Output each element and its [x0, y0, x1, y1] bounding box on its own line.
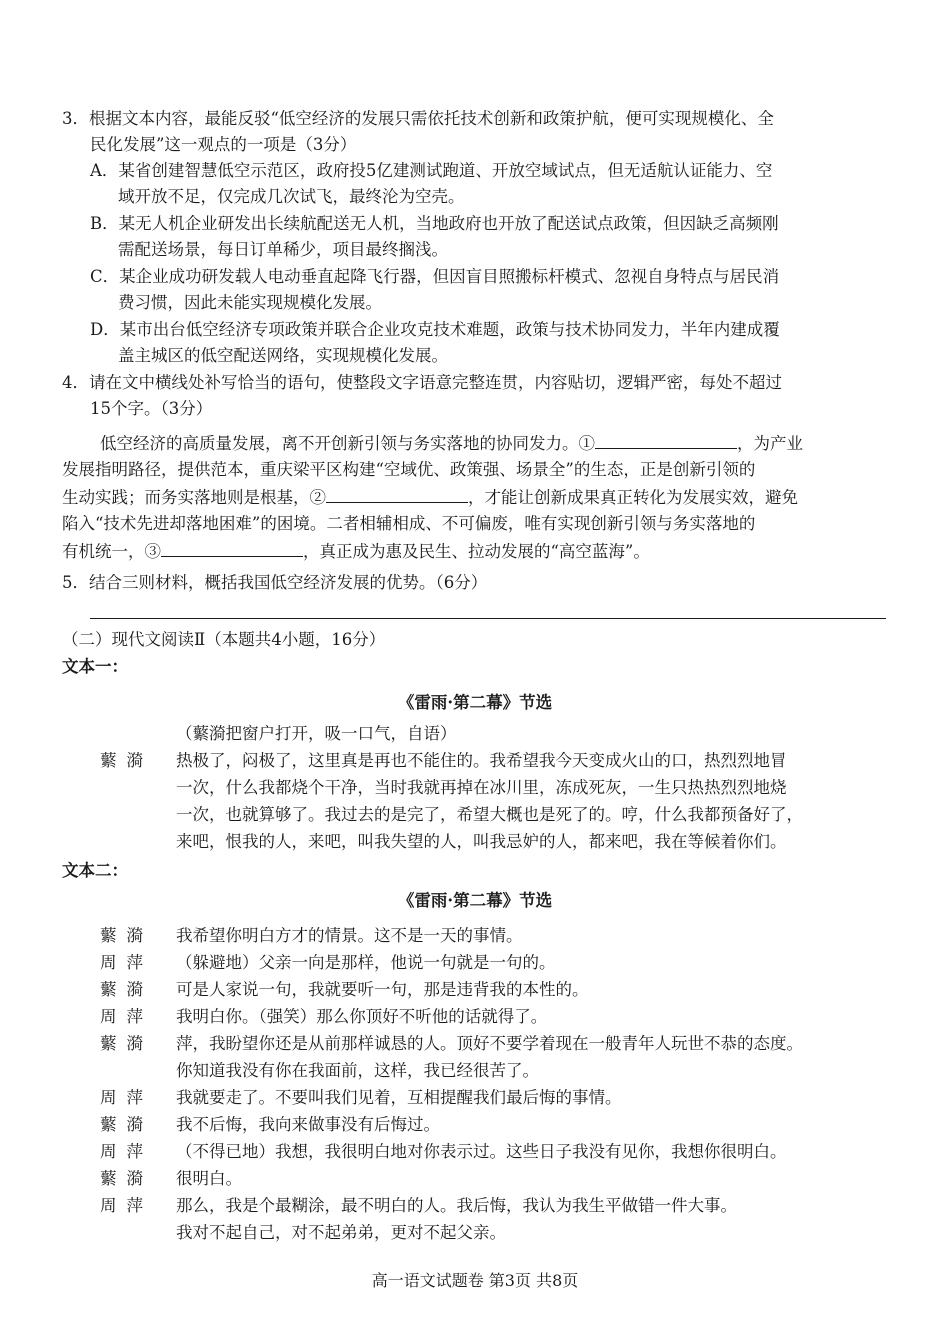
text-2-title: 《雷雨·第二幕》节选 [397, 891, 553, 910]
text-1-speech-line-4: 来吧，恨我的人，来吧，叫我失望的人，叫我忌妒的人，都来吧，我在等候着你们。 [176, 832, 787, 851]
answer-blank-3[interactable] [161, 538, 303, 557]
answer-blank-2[interactable] [326, 484, 468, 503]
q4-passage-text: ，为产业 [737, 434, 803, 453]
dialogue-speaker: 周萍 [100, 1088, 153, 1107]
text-1-label: 文本一： [62, 657, 128, 676]
text-1-speech-line-1: 热极了，闷极了，这里真是再也不能住的。我希望我今天变成火山的口，热烈烈地冒 [176, 751, 787, 770]
q3-option-b-line-2: 需配送场景，每日订单稀少，项目最终搁浅。 [118, 240, 448, 259]
q4-passage-line-3 [62, 484, 798, 511]
q4-passage-line-5 [62, 538, 650, 565]
q4-passage-text: ，真正成为惠及民生、拉动发展的“高空蓝海”。 [303, 542, 650, 561]
dialogue-speaker: 蘩漪 [100, 980, 153, 999]
q4-passage-line-4: 陷入“技术先进却落地困难”的困境。二者相辅相成、不可偏废，唯有实现创新引领与务实落地的 [62, 514, 756, 533]
q3-stem-line-1: 3．根据文本内容，最能反驳“低空经济的发展只需依托技术创新和政策护航，便可实现规模化、全 [62, 109, 774, 128]
q3-option-c-line-2: 费习惯，因此未能实现规模化发展。 [118, 293, 382, 312]
q4-passage-line-2: 发展指明路径，提供范本，重庆梁平区构建“空域优、政策强、场景全”的生态，正是创新引领的 [62, 460, 756, 479]
dialogue-line: 你知道我没有你在我面前，这样，我已经很苦了。 [176, 1061, 539, 1080]
text-1-stage-direction: （蘩漪把窗户打开，吸一口气，自语） [176, 724, 457, 743]
q3-option-d-line-1: D．某市出台低空经济专项政策并联合企业攻克技术难题，政策与技术协同发力，半年内建成覆 [90, 320, 780, 339]
text-1-speech-line-2: 一次，什么我都烧个干净，当时我就再掉在冰川里，冻成死灰，一生只热热烈烈地烧 [176, 778, 787, 797]
q4-passage-line-1 [100, 430, 803, 457]
text-1-speech-line-3: 一次，也就算够了。我过去的是完了，希望大概也是死了的。哼，什么我都预备好了， [176, 805, 803, 824]
dialogue-line: 可是人家说一句，我就要听一句，那是违背我的本性的。 [176, 980, 589, 999]
dialogue-speaker: 蘩漪 [100, 1115, 153, 1134]
q4-passage-text: 有机统一，③ [62, 542, 161, 561]
dialogue-line: 萍，我盼望你还是从前那样诚恳的人。顶好不要学着现在一般青年人玩世不恭的态度。 [176, 1034, 803, 1053]
dialogue-speaker: 周萍 [100, 1142, 153, 1161]
dialogue-line: （不得已地）我想，我很明白地对你表示过。这些日子我没有见你，我想你很明白。 [176, 1142, 787, 1161]
dialogue-speaker: 周萍 [100, 1007, 153, 1026]
section-2-heading: （二）现代文阅读Ⅱ（本题共4小题，16分） [62, 630, 386, 649]
q5-stem: 5．结合三则材料，概括我国低空经济发展的优势。（6分） [62, 573, 488, 592]
dialogue-line: 我对不起自己，对不起弟弟，更对不起父亲。 [176, 1223, 506, 1242]
dialogue-line: （躲避地）父亲一向是那样，他说一句就是一句的。 [176, 953, 556, 972]
text-1-title: 《雷雨·第二幕》节选 [397, 693, 553, 712]
q3-option-c-line-1: C．某企业成功研发载人电动垂直起降飞行器，但因盲目照搬标杆模式、忽视自身特点与居民消 [90, 267, 780, 286]
dialogue-line: 我就要走了。不要叫我们见着，互相提醒我们最后悔的事情。 [176, 1088, 622, 1107]
dialogue-line: 我明白你。（强笑）那么你顶好不听他的话就得了。 [176, 1007, 548, 1026]
dialogue-speaker: 周萍 [100, 1196, 153, 1215]
q4-passage-text: 生动实践；而务实落地则是根基，② [62, 488, 326, 507]
q3-stem-line-2: 民化发展”这一观点的一项是（3分） [90, 135, 357, 154]
dialogue-line: 我不后悔，我向来做事没有后悔过。 [176, 1115, 440, 1134]
text-1-speaker: 蘩漪 [100, 751, 153, 770]
q4-passage-text: ，才能让创新成果真正转化为发展实效，避免 [468, 488, 798, 507]
q3-option-a-line-2: 域开放不足，仅完成几次试飞，最终沦为空壳。 [118, 187, 465, 206]
page-footer: 高一语文试题卷 第3页 共8页 [371, 1271, 579, 1290]
dialogue-line: 很明白。 [176, 1169, 242, 1188]
dialogue-line: 我希望你明白方才的情景。这不是一天的事情。 [176, 926, 523, 945]
q3-option-a-line-1: A．某省创建智慧低空示范区，政府投5亿建测试跑道、开放空域试点，但无适航认证能力、空 [90, 161, 773, 180]
q4-stem-line-2: 15个字。（3分） [90, 399, 213, 418]
answer-blank-1[interactable] [595, 430, 737, 449]
q3-option-b-line-1: B．某无人机企业研发出长续航配送无人机，当地政府也开放了配送试点政策，但因缺乏高频刚 [90, 214, 779, 233]
dialogue-speaker: 蘩漪 [100, 1169, 153, 1188]
dialogue-speaker: 蘩漪 [100, 1034, 153, 1053]
q4-passage-text: 低空经济的高质量发展，离不开创新引领与务实落地的协同发力。① [100, 434, 595, 453]
dialogue-line: 那么，我是个最糊涂，最不明白的人。我后悔，我认为我生平做错一件大事。 [176, 1196, 737, 1215]
q3-option-d-line-2: 盖主城区的低空配送网络，实现规模化发展。 [118, 346, 448, 365]
q5-answer-line[interactable] [90, 618, 886, 619]
q4-stem-line-1: 4．请在文中横线处补写恰当的语句，使整段文字语意完整连贯，内容贴切，逻辑严密，每处不超过 [62, 373, 782, 392]
text-2-label: 文本二： [62, 861, 128, 880]
dialogue-speaker: 周萍 [100, 953, 153, 972]
dialogue-speaker: 蘩漪 [100, 926, 153, 945]
